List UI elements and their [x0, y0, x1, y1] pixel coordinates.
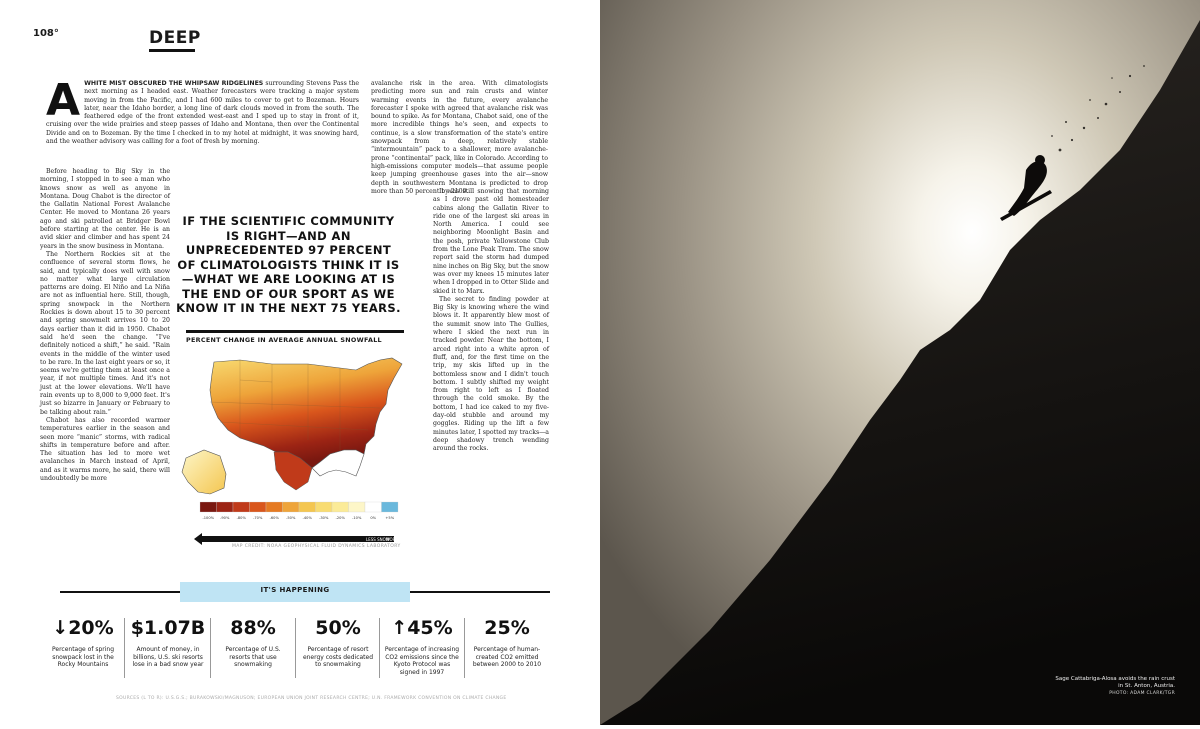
paragraph: Before heading to Big Sky in the morning, I stopped in to see a man who knows snow as well as anyone in Montana. Doug Chabot is the director of the Gallatin National Forest Avalanche Center. He moved to Montana 26 years ago and ski patrolled at Bridger Bowl before starting at the center. He is an avid skier and climber and has spent 24 years in the snow business in Montana.: [40, 168, 170, 250]
map-rule: [186, 330, 404, 333]
page-number: 108°: [33, 28, 59, 39]
legend-swatch: [299, 502, 316, 512]
us-map: [210, 358, 402, 490]
stat-item: [129, 616, 207, 669]
legend-swatch: [332, 502, 349, 512]
stat-value: 50%: [315, 617, 361, 639]
section-title: DEEP: [149, 28, 201, 48]
stat-item: [44, 616, 122, 669]
stat-divider: [124, 618, 125, 678]
legend-label: 0%: [370, 516, 377, 520]
right-page-photo: [600, 0, 1200, 725]
stat-value: ↑45%: [391, 617, 453, 639]
legend-label: -10%: [352, 516, 362, 520]
paragraph: avalanche risk in the area. With climatologists predicting more sun and rain crusts and winter warming events in the future, every avalanche forecaster I spoke with agreed that avalanche risk was bound to spike. As for Montana, Chabot said, one of the more incredible things he's seen, and expects to continue, is a slow transformation of the state's entire snowpack from a deep, relatively stable “intermountain” pack to a shallower, more avalanche-prone “continental” pack, like in Colorado. According to high-emissions computer models—that assume people keep jumping greenhouse gases into the air—snow depth in southwestern Montana is predicted to drop more than 50 percent by 2100.: [371, 80, 548, 195]
legend-label: +5%: [385, 516, 395, 520]
stat-item: [214, 616, 292, 669]
legend-label: -30%: [319, 516, 329, 520]
stat-description: Percentage of human-created CO2 emitted between 2000 to 2010: [472, 646, 542, 669]
legend-label: -40%: [302, 516, 312, 520]
paragraph: The secret to finding powder at Big Sky is knowing where the wind blows it. It apparently blew most of the summit snow into The Gullies, where I skied the next run in tracked powder. Near the bottom, I arced right into a white apron of fluff, and, for the first time on the trip, my skis lifted up in the bottomless snow and I didn't touch bottom. I subtly shifted my weight from right to left as I floated through the cold smoke. By the bottom, I had ice caked to my five-day-old stubble and around my goggles. Riding up the lift a few minutes later, I spotted my tracks—a deep shadowy trench wending around the rocks.: [433, 295, 549, 453]
stat-value: 25%: [484, 617, 530, 639]
legend-swatch: [250, 502, 267, 512]
legend-swatch: [266, 502, 283, 512]
snowfall-map: [180, 350, 410, 545]
legend-swatch: [217, 502, 234, 512]
legend-label: -90%: [220, 516, 230, 520]
stat-item: [383, 616, 461, 676]
legend-swatch: [316, 502, 333, 512]
lead-in: WHITE MIST OBSCURED THE WHIPSAW RIDGELINES: [84, 80, 264, 87]
article-column-2-top: [371, 80, 548, 195]
stat-description: Percentage of spring snowpack lost in the Rocky Mountains: [51, 646, 115, 669]
legend-label: -80%: [236, 516, 246, 520]
legend-label: -70%: [253, 516, 263, 520]
legend-swatch: [349, 502, 366, 512]
photo-caption: [1055, 676, 1175, 697]
alaska-map: [182, 450, 226, 494]
legend-label: -20%: [335, 516, 345, 520]
drop-cap: A: [46, 75, 81, 126]
map-credit: MAP CREDIT: NOAA GEOPHYSICAL FLUID DYNAMICS LABORATORY: [232, 544, 401, 549]
stat-sources: SOURCES (L TO R): U.S.G.S.; BURAKOWSKI/MAGNUSON; EUROPEAN UNION JOINT RESEARCH CENTRE; U.N. FRAMEWORK CONVENTION ON CLIMATE CHANGE: [116, 696, 507, 701]
stat-value: ↓20%: [52, 617, 114, 639]
section-underline: [149, 49, 195, 52]
stat-divider: [295, 618, 296, 678]
article-column-1-top: [46, 75, 359, 146]
paragraph: The Northern Rockies sit at the confluence of several storm flows, he said, and typically does well with snow no matter what large circulation patterns are doing. El Niño and La Niña are not as influential here. Still, though, spring snowpack in the Northern Rockies is down about 15 to 30 percent and spring snowmelt arrives 10 to 20 days earlier than it did in 1950. Chabot said he'd seen the change. “I've definitely noticed a shift,” he said. “Rain events in the middle of the winter used to be rare. In the last eight years or so, it seems we're getting them at least once a year, if not multiple times. And it's not just at the lower elevations. We'll have rain events up to 8,000 to 9,000 feet. It's just so bizarre in January or February to be talking about rain.”: [40, 250, 170, 416]
legend-label: -60%: [269, 516, 279, 520]
stat-value: 88%: [230, 617, 276, 639]
map-title: PERCENT CHANGE IN AVERAGE ANNUAL SNOWFALL: [186, 336, 382, 344]
stat-item: [299, 616, 377, 669]
legend-swatch: [382, 502, 399, 512]
map-legend: [200, 502, 398, 520]
legend-swatch: [233, 502, 250, 512]
paragraph: Chabot has also recorded warmer temperatures earlier in the season and seen more “manic” storms, with radical shifts in temperature before and after. The situation has led to more wet avalanches in March instead of April, and as it warms more, he said, there will undoubtedly be more: [40, 416, 170, 482]
paragraph: It was still snowing that morning as I drove past old homesteader cabins along the Gallatin River to ride one of the largest ski areas in North America. I could see neighboring Moonlight Basin and the posh, private Yellowstone Club from the Lone Peak Tram. The snow report said the storm had dumped nine inches on Big Sky, but the snow was over my knees 15 minutes later when I dropped in to Otter Slide and skied it to Marx.: [433, 188, 549, 295]
stat-description: Amount of money, in billions, U.S. ski resorts lose in a bad snow year: [132, 646, 204, 669]
legend-label: -50%: [286, 516, 296, 520]
pull-quote: IF THE SCIENTIFIC COMMUNITY IS RIGHT—AND AN UNPRECEDENTED 97 PERCENT OF CLIMATOLOGISTS THINK IT IS—WHAT WE ARE LOOKING AT IS THE END OF OUR SPORT AS WE KNOW IT IN THE NEXT 75 YEARS.: [176, 214, 401, 315]
article-column-1: [40, 168, 170, 550]
photo-credit: PHOTO: ADAM CLARK/TGR: [1109, 691, 1175, 696]
arrow-label-more: MORE SNOW: [386, 537, 412, 542]
left-page: [0, 0, 600, 725]
stat-description: Percentage of U.S. resorts that use snowmaking: [225, 646, 281, 669]
paragraph: surrounding Stevens Pass the next morning as I headed east. Weather forecasters were tracking a major system moving in from the Pacific, and I had 600 miles to cover to get to Bozeman. Hours later, near the Idaho border, a long line of dark clouds moved in from the south. The feathered edge of the front extended west-east and I sped up to stay in front of it, cruising over the wide prairies and steep passes of Idaho and Montana, then over the Continental Divide and on to Bozeman. By the time I checked in to my hotel at midnight, it was snowing hard, and the weather advisory was calling for a foot of fresh by morning.: [46, 80, 359, 146]
stat-divider: [464, 618, 465, 678]
legend-swatch: [365, 502, 382, 512]
legend-swatch: [200, 502, 217, 512]
skier-photo: [600, 0, 1200, 725]
stat-divider: [379, 618, 380, 678]
legend-swatch: [283, 502, 300, 512]
stat-divider: [210, 618, 211, 678]
happening-title: IT'S HAPPENING: [260, 586, 330, 594]
legend-label: -100%: [202, 516, 215, 520]
article-column-2: [433, 188, 549, 550]
stat-item: [468, 616, 546, 669]
stat-description: Percentage of increasing CO2 emissions since the Kyoto Protocol was signed in 1997: [384, 646, 460, 676]
caption-text: Sage Cattabriga-Alosa avoids the rain crust in St. Anton, Austria.: [1055, 676, 1175, 689]
stat-description: Percentage of resort energy costs dedicated to snowmaking: [302, 646, 374, 669]
arrow-label-less: LESS SNOW: [366, 537, 390, 542]
stat-value: $1.07B: [130, 617, 206, 639]
